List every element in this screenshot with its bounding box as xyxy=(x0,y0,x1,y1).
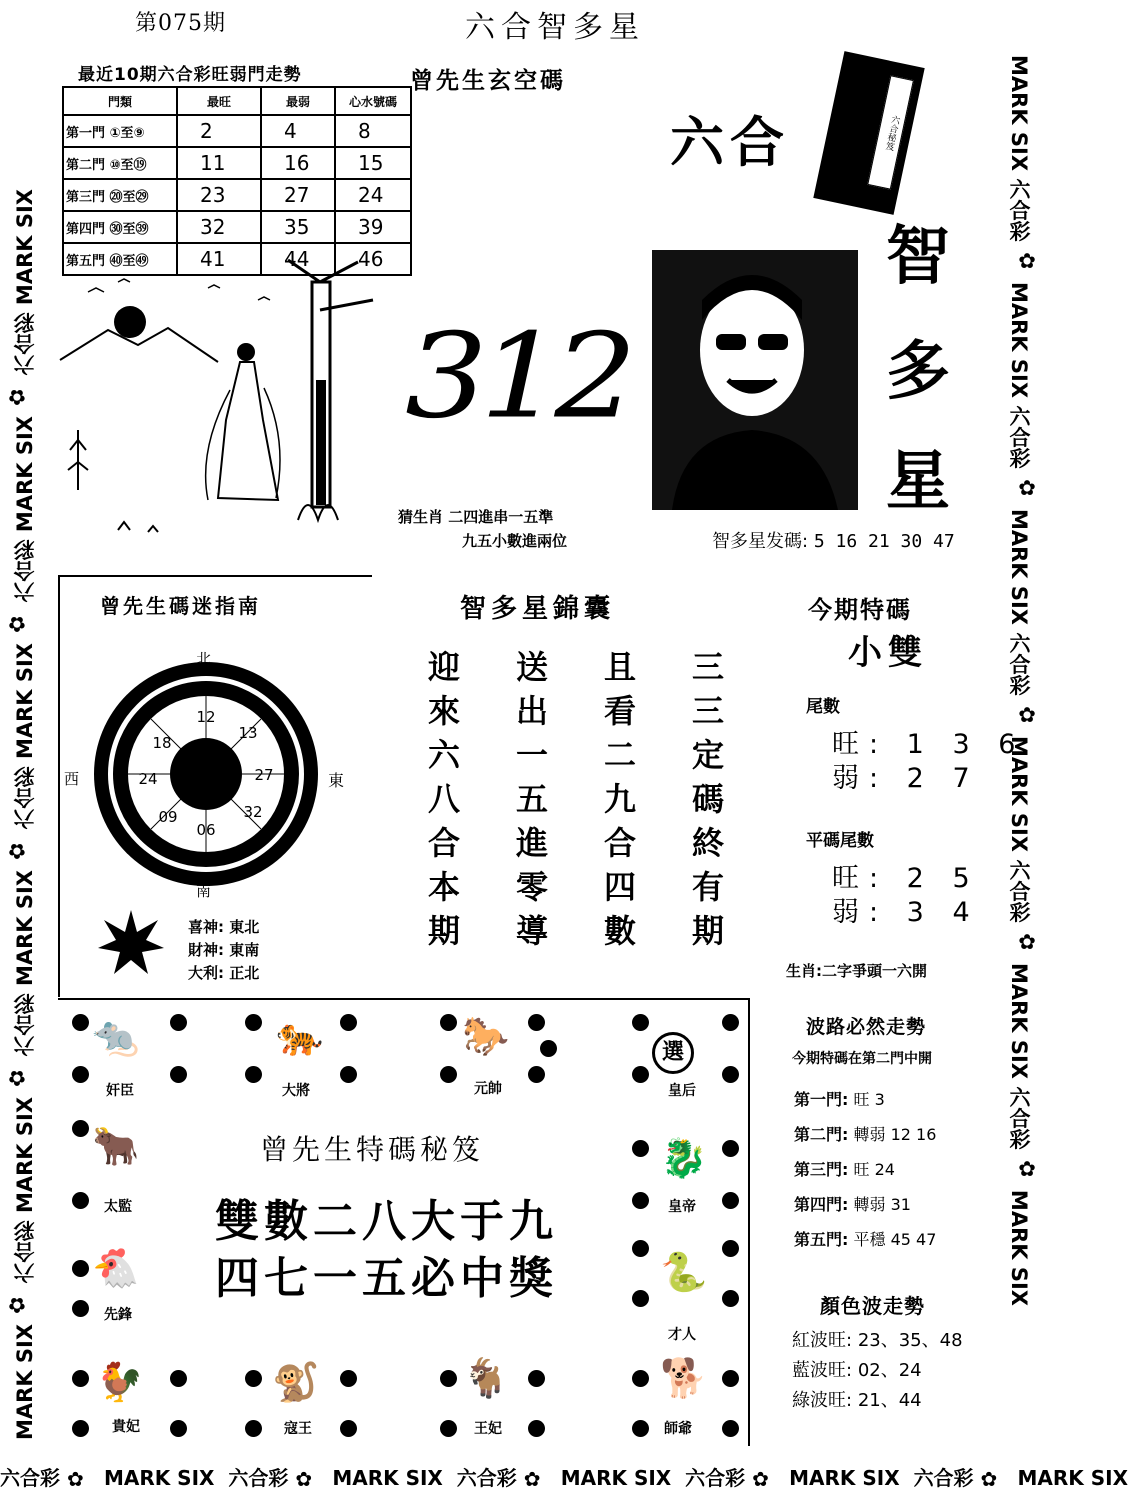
color-value: 02、24 xyxy=(857,1360,922,1381)
color-wave-title: 顏色波走勢 xyxy=(820,1294,925,1318)
liuhecai-text: 六合彩 xyxy=(1007,632,1031,696)
dot-icon xyxy=(340,1014,357,1031)
tree-shadow-icon xyxy=(316,380,326,505)
bag-char: 六 xyxy=(427,736,460,774)
bag-row xyxy=(400,909,752,953)
dial-number: 06 xyxy=(196,821,216,839)
door-value: 轉弱 31 xyxy=(853,1195,911,1214)
god-value: 正北 xyxy=(229,964,260,982)
dot-icon xyxy=(632,1014,649,1031)
strong-cell: 2 xyxy=(177,115,261,147)
pick-cell: 15 xyxy=(335,147,411,179)
flower-icon: ✿ xyxy=(5,838,29,863)
color-value: 21、44 xyxy=(857,1390,922,1411)
dial-number: 13 xyxy=(238,724,258,742)
mark-six-text: MARK SIX xyxy=(103,1466,215,1490)
dot-icon xyxy=(340,1370,357,1387)
dot-icon xyxy=(340,1420,357,1437)
dial-number: 18 xyxy=(152,734,172,752)
door-label: 第五門: xyxy=(794,1230,849,1249)
dot-icon xyxy=(245,1420,262,1437)
dot-icon xyxy=(722,1370,739,1387)
dot-icon xyxy=(528,1066,545,1083)
secret-line-2: 四七一五必中獎 xyxy=(215,1253,558,1304)
tiger-icon: 🐅 xyxy=(276,1014,324,1058)
dot-icon xyxy=(722,1140,739,1157)
zodiac-name: 皇帝 xyxy=(668,1199,696,1215)
grass-icon xyxy=(118,505,338,532)
table-row xyxy=(63,211,411,243)
rat-icon: 🐀 xyxy=(92,1014,140,1058)
dot-icon xyxy=(632,1140,649,1157)
dot-icon xyxy=(528,1014,545,1031)
brand-char-zhi: 智 xyxy=(886,219,950,294)
zodiac-hint: 生肖:二字爭頭一六開 xyxy=(786,962,927,980)
pick-cell: 39 xyxy=(335,211,411,243)
trend-table-title: 最近10期六合彩旺弱門走勢 xyxy=(78,65,302,85)
list-item xyxy=(794,1187,936,1222)
door-value: 平穩 45 47 xyxy=(853,1230,937,1249)
tail-strong: 旺: 1 3 6 xyxy=(832,729,1026,760)
list-item xyxy=(794,1152,936,1187)
zodiac-name: 大將 xyxy=(282,1083,310,1099)
dot-icon xyxy=(632,1370,649,1387)
bag-char: 來 xyxy=(427,692,460,730)
dot-icon xyxy=(170,1420,187,1437)
issue-number: 第075期 xyxy=(135,11,226,36)
dot-icon xyxy=(245,1066,262,1083)
snake-icon: 🐍 xyxy=(660,1250,708,1294)
flower-icon: ✿ xyxy=(1015,929,1039,954)
dot-icon xyxy=(245,1014,262,1031)
zodiac-guess-line-2: 九五小數進兩位 xyxy=(462,532,568,550)
dot-icon xyxy=(528,1420,545,1437)
mark-six-text: MARK SIX xyxy=(1007,508,1031,626)
weak-cell: 44 xyxy=(261,243,335,275)
god-label: 大利: xyxy=(188,964,224,982)
zodiac-name: 才人 xyxy=(668,1327,696,1343)
bag-char: 數 xyxy=(603,912,636,950)
door-label: 第一門: xyxy=(794,1090,849,1109)
dot-icon xyxy=(722,1420,739,1437)
compass-west: 西 xyxy=(64,770,80,788)
bag-char: 三 xyxy=(691,692,724,730)
bag-row xyxy=(400,645,752,689)
dog-icon: 🐕 xyxy=(660,1356,708,1400)
dot-icon xyxy=(440,1066,457,1083)
left-border xyxy=(4,40,38,1440)
portrait-photo xyxy=(652,250,858,510)
door-cell: 第三門 ⑳至㉙ xyxy=(63,179,177,211)
bag-char: 本 xyxy=(427,868,460,906)
flower-icon: ✿ xyxy=(5,1292,29,1317)
god-row xyxy=(188,962,259,985)
xuan-kong-title: 曾先生玄空碼 xyxy=(410,68,566,94)
secret-line-1: 雙數二八大于九 xyxy=(215,1196,558,1247)
zodiac-name: 先鋒 xyxy=(104,1307,132,1323)
liuhecai-text: 六合彩 xyxy=(456,1466,517,1490)
dot-icon xyxy=(170,1370,187,1387)
door-cell: 第五門 ㊵至㊾ xyxy=(63,243,177,275)
bag-char: 且 xyxy=(603,648,636,686)
trend-header-cell: 最弱 xyxy=(261,87,335,115)
dot-icon xyxy=(72,1300,89,1317)
bag-char: 零 xyxy=(515,868,548,906)
dial-number: 24 xyxy=(138,770,158,788)
trend-header-cell: 門類 xyxy=(63,87,177,115)
dot-icon xyxy=(72,1014,89,1031)
bag-char: 合 xyxy=(427,824,460,862)
tail-weak: 弱: 2 7 xyxy=(832,763,980,794)
door-label: 第三門: xyxy=(794,1160,849,1179)
horse-icon: 🐎 xyxy=(462,1014,510,1058)
bag-row xyxy=(400,733,752,777)
wave-subtitle: 今期特碼在第二門中開 xyxy=(792,1051,932,1067)
liuhe-title: 六合 xyxy=(670,111,790,174)
dot-icon xyxy=(340,1066,357,1083)
flower-icon: ✿ xyxy=(5,611,29,636)
handwritten-number: 312 xyxy=(405,307,630,445)
trend-header-cell: 心水號碼 xyxy=(335,87,411,115)
code-label: 智多星发碼: xyxy=(712,531,809,552)
liuhecai-text: 六合彩 xyxy=(13,1220,37,1284)
dot-icon xyxy=(72,1066,89,1083)
dot-icon xyxy=(632,1240,649,1257)
zodiac-name: 寇王 xyxy=(284,1421,312,1437)
dot-icon xyxy=(72,1370,89,1387)
compass-north: 北 xyxy=(196,650,212,668)
table-row xyxy=(63,147,411,179)
bag-char: 合 xyxy=(603,824,636,862)
dot-icon xyxy=(245,1370,262,1387)
mark-six-text: MARK SIX xyxy=(332,1466,443,1490)
flower-icon: ✿ xyxy=(1015,1156,1039,1181)
bag-char: 一 xyxy=(515,736,548,774)
liuhecai-text: 六合彩 xyxy=(13,312,37,376)
plant-icon xyxy=(68,430,88,490)
bag-char: 期 xyxy=(691,912,724,950)
mark-six-text: MARK SIX xyxy=(1007,1189,1031,1306)
bag-char: 八 xyxy=(427,780,460,818)
zodiac-guess xyxy=(398,505,567,553)
trend-header-cell: 最旺 xyxy=(177,87,261,115)
bottom-border xyxy=(0,1462,1128,1493)
liuhecai-text: 六合彩 xyxy=(1007,859,1031,923)
silk-bag-title: 智多星錦囊 xyxy=(460,594,616,624)
dot-icon xyxy=(632,1290,649,1307)
door-cell: 第四門 ㉚至㊴ xyxy=(63,211,177,243)
weak-cell: 16 xyxy=(261,147,335,179)
zodiac-name: 皇后 xyxy=(668,1083,696,1099)
dot-icon xyxy=(722,1240,739,1257)
list-item xyxy=(794,1117,936,1152)
mark-six-text: MARK SIX xyxy=(1007,281,1031,399)
color-value: 23、35、48 xyxy=(857,1330,963,1351)
weak-cell: 4 xyxy=(261,115,335,147)
door-cell: 第二門 ⑩至⑲ xyxy=(63,147,177,179)
mark-six-text: MARK SIX xyxy=(13,1323,37,1440)
door-label: 第二門: xyxy=(794,1125,849,1144)
liuhecai-text: 六合彩 xyxy=(0,1466,60,1490)
bag-char: 五 xyxy=(515,780,548,818)
gods-list xyxy=(188,916,259,985)
dial-number: 32 xyxy=(243,803,263,821)
color-wave-list xyxy=(792,1326,963,1416)
flower-icon: ✿ xyxy=(980,1466,998,1491)
zodiac-name: 貴妃 xyxy=(112,1419,140,1435)
compass-title: 曾先生碼迷指南 xyxy=(100,594,261,618)
landscape-illustration xyxy=(58,270,374,570)
liuhecai-text: 六合彩 xyxy=(1007,405,1031,469)
wave-door-list xyxy=(794,1082,936,1257)
code-values: 5 16 21 30 47 xyxy=(813,531,955,552)
strong-cell: 23 xyxy=(177,179,261,211)
bag-char: 導 xyxy=(515,912,548,950)
liuhecai-text: 六合彩 xyxy=(228,1466,289,1490)
monkey-icon: 🐒 xyxy=(272,1360,320,1404)
mark-six-text: MARK SIX xyxy=(13,416,37,533)
liuhecai-text: 六合彩 xyxy=(13,766,37,830)
god-label: 財神: xyxy=(188,941,224,959)
ptail-strong: 旺: 2 5 xyxy=(832,863,980,894)
bag-char: 看 xyxy=(603,692,636,730)
dot-icon xyxy=(72,1260,89,1277)
strong-cell: 32 xyxy=(177,211,261,243)
pick-cell: 24 xyxy=(335,179,411,211)
rooster-icon: 🐓 xyxy=(96,1360,144,1404)
portrait-illustration xyxy=(652,250,858,510)
bag-char: 送 xyxy=(515,648,548,686)
sun-icon xyxy=(114,306,146,338)
dot-icon xyxy=(722,1014,739,1031)
mark-six-text: MARK SIX xyxy=(1017,1466,1128,1490)
select-stamp-icon: 選 xyxy=(652,1032,694,1074)
dragon-icon: 🐉 xyxy=(660,1136,708,1180)
god-label: 喜神: xyxy=(188,918,224,936)
dot-icon xyxy=(722,1066,739,1083)
dot-icon xyxy=(722,1192,739,1209)
zodiac-name: 奸臣 xyxy=(106,1083,134,1099)
flower-icon: ✿ xyxy=(66,1466,84,1491)
brand-char-xing: 星 xyxy=(886,444,950,519)
flower-icon: ✿ xyxy=(523,1466,541,1491)
bag-char: 二 xyxy=(603,736,636,774)
compass-south: 南 xyxy=(196,882,212,900)
dot-icon xyxy=(632,1192,649,1209)
tail-label: 尾數 xyxy=(806,697,840,717)
flower-icon: ✿ xyxy=(752,1466,769,1491)
door-value: 旺 3 xyxy=(853,1090,885,1109)
dot-icon xyxy=(72,1192,89,1209)
flower-icon: ✿ xyxy=(5,384,29,409)
dot-icon xyxy=(170,1014,187,1031)
god-row xyxy=(188,916,259,939)
ptail-weak: 弱: 3 4 xyxy=(832,897,980,928)
flower-icon: ✿ xyxy=(295,1466,313,1491)
dot-icon xyxy=(632,1420,649,1437)
pick-cell: 46 xyxy=(335,243,411,275)
secret-title: 曾先生特碼秘笈 xyxy=(260,1133,485,1166)
bag-char: 九 xyxy=(603,780,636,818)
dial-number: 09 xyxy=(158,808,178,826)
liuhecai-text: 六合彩 xyxy=(1007,178,1031,242)
liuhecai-text: 六合彩 xyxy=(13,993,37,1057)
weak-cell: 35 xyxy=(261,211,335,243)
color-label: 綠波旺: xyxy=(792,1390,853,1411)
bag-char: 碼 xyxy=(691,780,724,818)
bag-row xyxy=(400,821,752,865)
bag-char: 三 xyxy=(691,648,724,686)
dot-icon xyxy=(440,1420,457,1437)
bag-row xyxy=(400,689,752,733)
door-label: 第四門: xyxy=(794,1195,849,1214)
masthead-title: 六合智多星 xyxy=(465,10,645,45)
mark-six-text: MARK SIX xyxy=(13,643,37,760)
liuhecai-text: 六合彩 xyxy=(685,1466,746,1490)
mark-six-text: MARK SIX xyxy=(560,1466,672,1490)
strong-cell: 41 xyxy=(177,243,261,275)
flower-icon: ✿ xyxy=(5,1065,29,1090)
bag-char: 進 xyxy=(515,824,548,862)
chicken-icon: 🐔 xyxy=(92,1246,140,1290)
dot-icon xyxy=(722,1290,739,1307)
dot-icon xyxy=(632,1066,649,1083)
mark-six-text: MARK SIX xyxy=(1007,962,1031,1079)
wave-title: 波路必然走勢 xyxy=(806,1016,927,1038)
flower-icon: ✿ xyxy=(1015,475,1039,500)
strong-cell: 11 xyxy=(177,147,261,179)
mark-six-text: MARK SIX xyxy=(13,1096,37,1214)
door-cell: 第一門 ①至⑨ xyxy=(63,115,177,147)
zodiac-guess-line-1: 猜生肖 二四進串一五準 xyxy=(398,508,554,526)
list-item xyxy=(792,1356,963,1386)
dot-icon xyxy=(170,1066,187,1083)
star-burst-icon xyxy=(96,908,166,978)
compass-east: 東 xyxy=(328,771,345,790)
bag-char: 定 xyxy=(691,736,724,774)
zodiac-name: 師爺 xyxy=(664,1421,692,1437)
zodiac-name: 王妃 xyxy=(474,1421,502,1437)
dot-icon xyxy=(72,1420,89,1437)
bag-char: 有 xyxy=(691,868,724,906)
special-code-value: 小雙 xyxy=(848,633,928,673)
bag-char: 終 xyxy=(691,824,724,862)
dot-icon xyxy=(528,1370,545,1387)
mark-six-text: MARK SIX xyxy=(13,189,37,306)
mark-six-text: MARK SIX xyxy=(1007,55,1031,172)
color-label: 紅波旺: xyxy=(792,1330,853,1351)
list-item xyxy=(792,1386,963,1416)
list-item xyxy=(794,1222,936,1257)
maiden-figure-icon xyxy=(206,343,280,500)
dot-icon xyxy=(72,1120,89,1137)
color-label: 藍波旺: xyxy=(792,1360,853,1381)
mark-six-text: MARK SIX xyxy=(789,1466,900,1490)
flower-icon: ✿ xyxy=(1015,248,1039,273)
zodiac-name: 太監 xyxy=(104,1199,132,1215)
trend-header-row xyxy=(63,87,411,115)
dot-icon xyxy=(440,1370,457,1387)
table-row xyxy=(63,179,411,211)
secret-book-icon xyxy=(813,51,924,215)
bag-row xyxy=(400,777,752,821)
silk-bag-grid xyxy=(400,645,752,953)
mark-six-text: MARK SIX xyxy=(1007,735,1031,852)
door-value: 轉弱 12 16 xyxy=(853,1125,937,1144)
mark-six-text: MARK SIX xyxy=(13,869,37,987)
goat-icon: 🐐 xyxy=(462,1356,510,1400)
dot-icon xyxy=(540,1040,557,1057)
pick-cell: 8 xyxy=(335,115,411,147)
liuhecai-text: 六合彩 xyxy=(13,539,37,603)
god-row xyxy=(188,939,259,962)
brand-char-duo: 多 xyxy=(886,334,950,409)
list-item xyxy=(792,1326,963,1356)
compass-dial xyxy=(88,660,328,890)
ptail-label: 平碼尾數 xyxy=(806,831,874,851)
dot-icon xyxy=(440,1014,457,1031)
bag-row xyxy=(400,865,752,909)
trend-table xyxy=(62,86,412,276)
code-line xyxy=(712,527,955,553)
ox-icon: 🐂 xyxy=(92,1124,140,1168)
bag-char: 迎 xyxy=(427,648,460,686)
flower-icon: ✿ xyxy=(1015,702,1039,727)
bag-char: 四 xyxy=(603,868,636,906)
god-value: 東南 xyxy=(229,941,260,959)
weak-cell: 27 xyxy=(261,179,335,211)
dial-number: 12 xyxy=(196,708,216,726)
liuhecai-text: 六合彩 xyxy=(1007,1086,1031,1150)
list-item xyxy=(794,1082,936,1117)
bag-char: 期 xyxy=(427,912,460,950)
liuhecai-text: 六合彩 xyxy=(913,1466,974,1490)
zodiac-name: 元帥 xyxy=(474,1081,502,1097)
table-row xyxy=(63,115,411,147)
bag-char: 出 xyxy=(515,692,548,730)
god-value: 東北 xyxy=(229,918,260,936)
special-code-title: 今期特碼 xyxy=(808,596,912,624)
birds-icon xyxy=(88,279,270,300)
dial-number: 27 xyxy=(254,766,274,784)
book-label: 六合秘笈 xyxy=(867,75,914,190)
door-value: 旺 24 xyxy=(853,1160,895,1179)
